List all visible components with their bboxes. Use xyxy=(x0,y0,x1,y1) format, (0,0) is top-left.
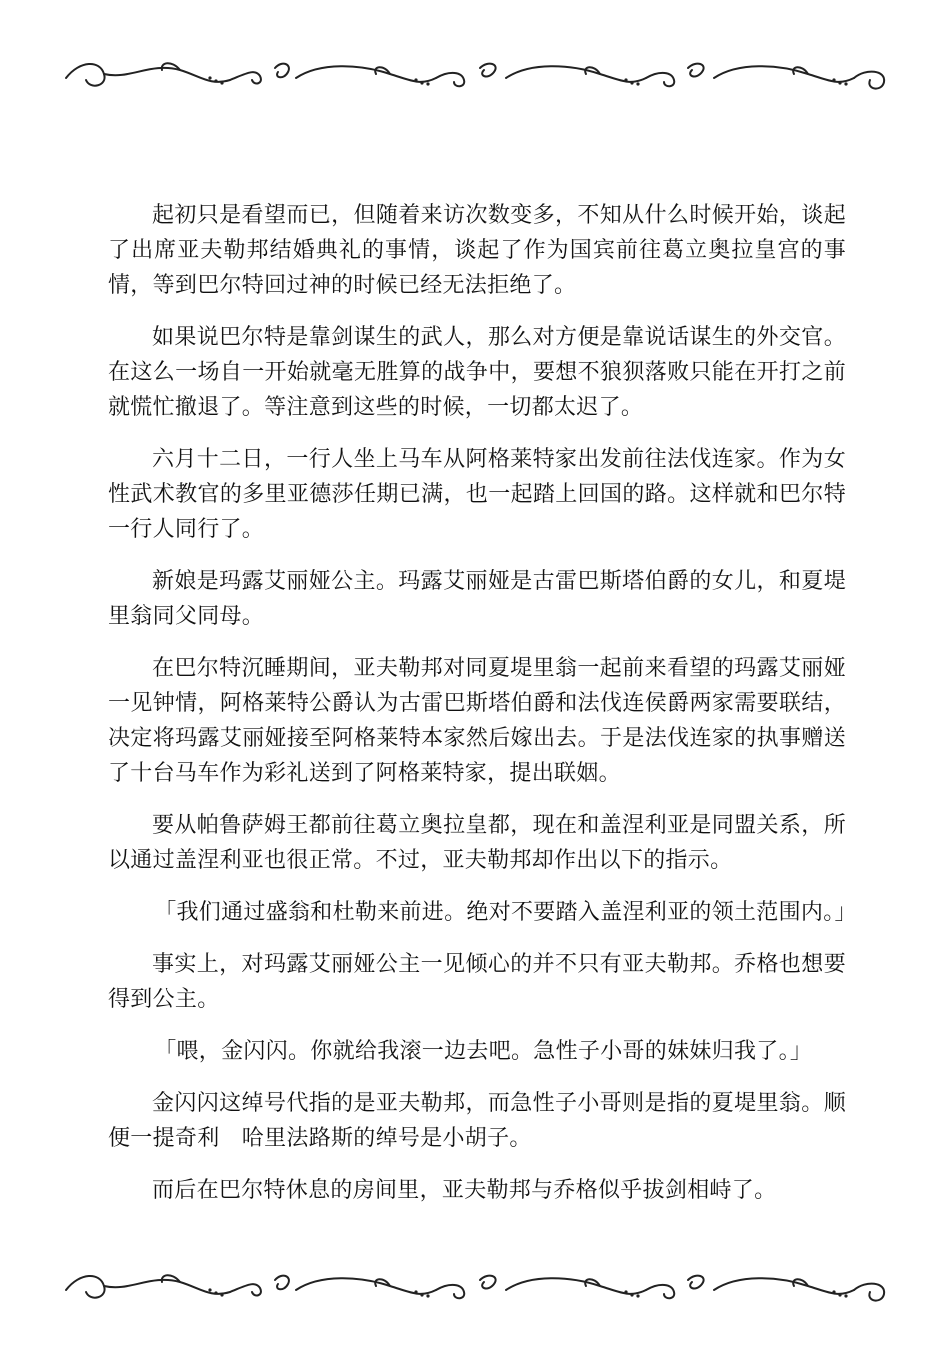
scroll-ornament-icon xyxy=(60,1262,892,1310)
paragraph: 而后在巴尔特休息的房间里，亚夫勒邦与乔格似乎拔剑相峙了。 xyxy=(152,1178,777,1203)
top-ornament-border xyxy=(60,50,892,98)
paragraph: 新娘是玛露艾丽娅公主。玛露艾丽娅是古雷巴斯塔伯爵的女儿，和夏堤里翁同父同母。 xyxy=(108,569,846,629)
paragraph: 起初只是看望而已，但随着来访次数变多，不知从什么时候开始，谈起了出席亚夫勒邦结婚典礼的事情，谈起了作为国宾前往葛立奥拉皇宫的事情，等到巴尔特回过神的时候已经无法拒绝了。 xyxy=(108,203,846,298)
paragraph: 要从帕鲁萨姆王都前往葛立奥拉皇都，现在和盖涅利亚是同盟关系，所以通过盖涅利亚也很正常。不过，亚夫勒邦却作出以下的指示。 xyxy=(108,813,846,873)
paragraph: 在巴尔特沉睡期间，亚夫勒邦对同夏堤里翁一起前来看望的玛露艾丽娅一见钟情，阿格莱特公爵认为古雷巴斯塔伯爵和法伐连侯爵两家需要联结，决定将玛露艾丽娅接至阿格莱特本家然后嫁出去。于是法伐连家的执事赠送了十台马车作为彩礼送到了阿格莱特家，提出联姻。 xyxy=(108,656,846,786)
bottom-ornament-border xyxy=(60,1262,892,1310)
paragraph: 六月十二日，一行人坐上马车从阿格莱特家出发前往法伐连家。作为女性武术教官的多里亚德莎任期已满，也一起踏上回国的路。这样就和巴尔特一行人同行了。 xyxy=(108,447,846,542)
paragraph: 事实上，对玛露艾丽娅公主一见倾心的并不只有亚夫勒邦。乔格也想要得到公主。 xyxy=(108,952,846,1012)
document-body xyxy=(108,198,857,1225)
paragraph: 如果说巴尔特是靠剑谋生的武人，那么对方便是靠说话谋生的外交官。在这么一场自一开始就毫无胜算的战争中，要想不狼狈落败只能在开打之前就慌忙撤退了。等注意到这些的时候，一切都太迟了。 xyxy=(108,325,846,420)
dialogue-paragraph: 「我们通过盛翁和杜勒来前进。绝对不要踏入盖涅利亚的领土范围内。」 xyxy=(154,900,857,925)
paragraph: 金闪闪这绰号代指的是亚夫勒邦，而急性子小哥则是指的夏堤里翁。顺便一提奇利 哈里法路斯的绰号是小胡子。 xyxy=(108,1091,846,1151)
dialogue-paragraph: 「喂，金闪闪。你就给我滚一边去吧。急性子小哥的妹妹归我了。」 xyxy=(154,1039,813,1064)
scroll-ornament-icon xyxy=(60,50,892,98)
